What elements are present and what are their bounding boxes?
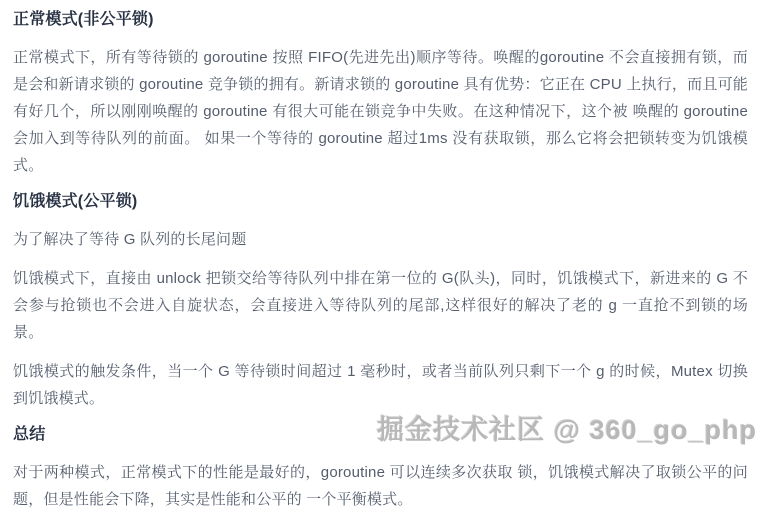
heading-normal-mode: 正常模式(非公平锁) [13, 11, 154, 28]
paragraph-starvation-trigger: 饥饿模式的触发条件，当一个 G 等待锁时间超过 1 毫秒时，或者当前队列只剩下一个 g 的时候，Mutex 切换到饥饿模式。 [13, 363, 748, 407]
watermark: 掘金技术社区 @ 360_go_php [377, 415, 757, 445]
heading-starvation-mode: 饥饿模式(公平锁) [13, 193, 138, 210]
paragraph-starvation-desc: 饥饿模式下，直接由 unlock 把锁交给等待队列中排在第一位的 G(队头)，同时，饥饿模式下，新进来的 G 不会参与抢锁也不会进入自旋状态，会直接进入等待队列的尾部,这样很好的解决了老的 g 一直抢不到锁的场景。 [13, 270, 748, 341]
paragraph-summary: 对于两种模式，正常模式下的性能是最好的，goroutine 可以连续多次获取 锁，饥饿模式解决了取锁公平的问题，但是性能会下降，其实是性能和公平的 一个平衡模式。 [13, 464, 748, 508]
paragraph-starvation-purpose: 为了解决了等待 G 队列的长尾问题 [13, 231, 247, 248]
heading-summary: 总结 [13, 426, 46, 443]
paragraph-normal-mode-desc: 正常模式下，所有等待锁的 goroutine 按照 FIFO(先进先出)顺序等待。唤醒的goroutine 不会直接拥有锁，而是会和新请求锁的 goroutine 竞争锁的拥有。新请求锁的 goroutine 具有优势：它正在 CPU 上执行，而且可能有好几个，所以刚刚唤醒的 goroutine 有很大可能在锁竞争中失败。在这种情况下，这个被 唤醒的 goroutine 会加入到等待队列的前面。 如果一个等待的 goroutine 超过1ms 没有获取锁，那么它将会把锁转变为饥饿模式。 [13, 49, 748, 174]
